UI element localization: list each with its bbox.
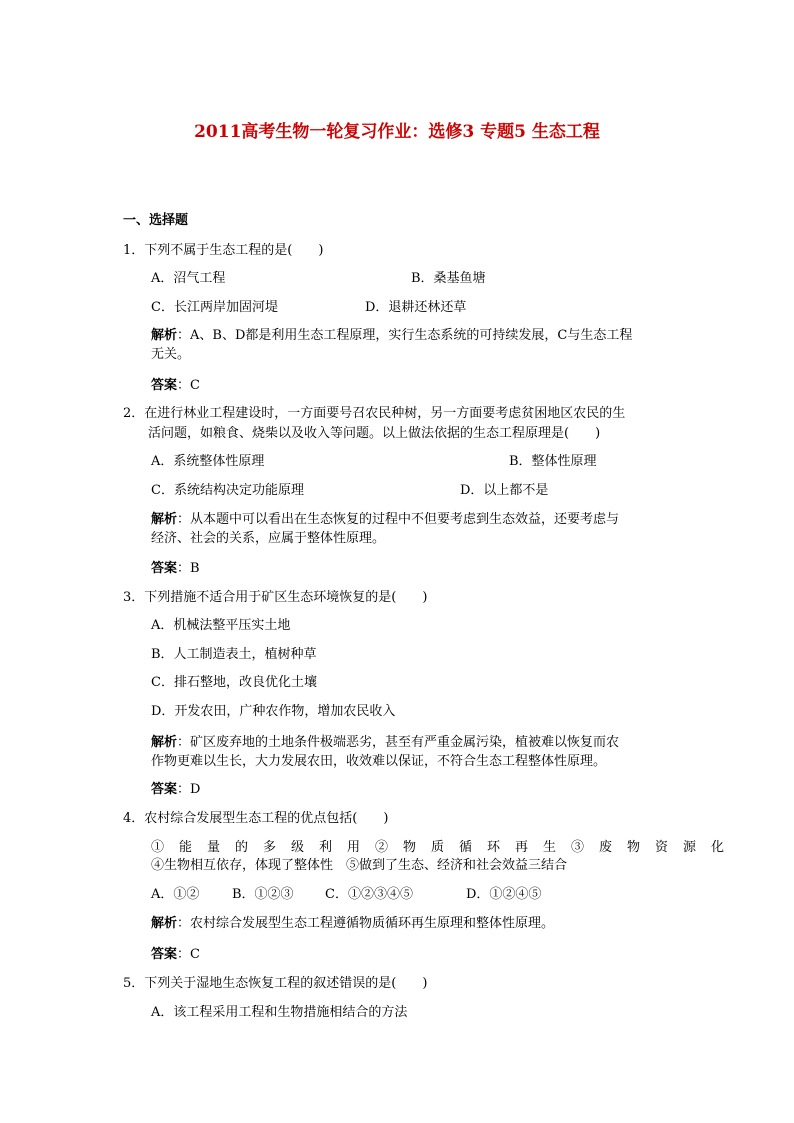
question-text: 在进行林业工程建设时，一方面要号召农民种树，另一方面要考虑贫困地区农民的生 xyxy=(144,406,626,421)
answer-value: ：B xyxy=(177,561,200,576)
analysis xyxy=(151,915,554,933)
question-number: 5． xyxy=(123,976,145,991)
analysis-text-cont: 经济、社会的关系，应属于整体性原理。 xyxy=(151,531,386,546)
option-c: C．长江两岸加固河堤 xyxy=(151,300,278,315)
question-1-stem xyxy=(123,242,323,260)
option-a: A．该工程采用工程和生物措施相结合的方法 xyxy=(151,1005,408,1020)
answer-value: ：D xyxy=(177,782,201,797)
question-number: 3． xyxy=(123,590,145,605)
section-heading: 一、选择题 xyxy=(123,213,189,228)
analysis-label: 解析 xyxy=(151,512,178,527)
option-b: B．①②③ xyxy=(232,887,294,902)
statement-3: ③废物资源化 xyxy=(571,840,740,855)
analysis-label: 解析 xyxy=(151,735,178,750)
question-text: 下列措施不适合用于矿区生态环境恢复的是( ) xyxy=(144,590,428,605)
option-c: C．排石整地，改良优化土壤 xyxy=(151,675,317,690)
answer-label: 答案 xyxy=(151,561,178,576)
analysis-text-cont: 无关。 xyxy=(151,347,191,362)
question-text: 下列关于湿地生态恢复工程的叙述错误的是( ) xyxy=(144,976,428,991)
answer-value: ：C xyxy=(177,947,200,962)
answer xyxy=(151,946,200,964)
option-b: B．桑基鱼塘 xyxy=(411,271,486,286)
option-d: D．①②④⑤ xyxy=(466,887,542,902)
option-c: C．①②③④⑤ xyxy=(325,887,413,902)
analysis-text: ：矿区废弃地的土地条件极端恶劣，甚至有严重金属污染，植被难以恢复而农 xyxy=(177,735,620,750)
option-a: A．机械法整平压实土地 xyxy=(151,618,291,633)
answer-label: 答案 xyxy=(151,947,178,962)
question-text: 下列不属于生态工程的是( ) xyxy=(144,243,324,258)
statement-1: ①能量的多级利用 xyxy=(151,840,376,855)
answer-label: 答案 xyxy=(151,782,178,797)
option-a: A．系统整体性原理 xyxy=(151,454,265,469)
question-2-stem xyxy=(123,405,625,423)
analysis-text: ：农村综合发展型生态工程遵循物质循环再生原理和整体性原理。 xyxy=(177,916,555,931)
answer xyxy=(151,377,200,395)
question-number: 2． xyxy=(123,406,145,421)
answer-label: 答案 xyxy=(151,378,178,393)
question-5-stem xyxy=(123,975,427,993)
option-d: D．以上都不是 xyxy=(460,483,549,498)
option-d: D．开发农田，广种农作物，增加农民收入 xyxy=(151,704,396,719)
question-text: 农村综合发展型生态工程的优点包括( ) xyxy=(144,811,389,826)
analysis xyxy=(151,734,619,752)
question-text-cont: 活问题，如粮食、烧柴以及收入等问题。以上做法依据的生态工程原理是( ) xyxy=(148,426,601,441)
option-d: D．退耕还林还草 xyxy=(365,300,467,315)
analysis-text: ：从本题中可以看出在生态恢复的过程中不但要考虑到生态效益，还要考虑与 xyxy=(177,512,620,527)
statement-list-cont: ④生物相互依存，体现了整体性 ⑤做到了生态、经济和社会效益三结合 xyxy=(151,858,568,873)
option-b: B．整体性原理 xyxy=(509,454,597,469)
answer-value: ：C xyxy=(177,378,200,393)
question-number: 4． xyxy=(123,811,145,826)
statement-list xyxy=(151,839,740,857)
option-b: B．人工制造表土，植树种草 xyxy=(151,647,317,662)
option-a: A．沼气工程 xyxy=(151,271,226,286)
answer xyxy=(151,781,200,799)
analysis-text-cont: 作物更难以生长，大力发展农田，收效难以保证，不符合生态工程整体性原理。 xyxy=(151,754,607,769)
question-3-stem xyxy=(123,589,427,607)
option-a: A．①② xyxy=(151,887,200,902)
analysis-text: ：A、B、D都是利用生态工程原理，实行生态系统的可持续发展，C与生态工程 xyxy=(177,328,633,343)
option-c: C．系统结构决定功能原理 xyxy=(151,483,304,498)
question-number: 1． xyxy=(123,243,145,258)
analysis xyxy=(151,511,619,529)
analysis-label: 解析 xyxy=(151,328,178,343)
document-title: 2011高考生物一轮复习作业：选修3 专题5 生态工程 xyxy=(194,122,600,142)
analysis-label: 解析 xyxy=(151,916,178,931)
answer xyxy=(151,560,200,578)
analysis xyxy=(151,327,632,345)
statement-2: ②物质循环再生 xyxy=(375,840,572,855)
question-4-stem xyxy=(123,810,388,828)
